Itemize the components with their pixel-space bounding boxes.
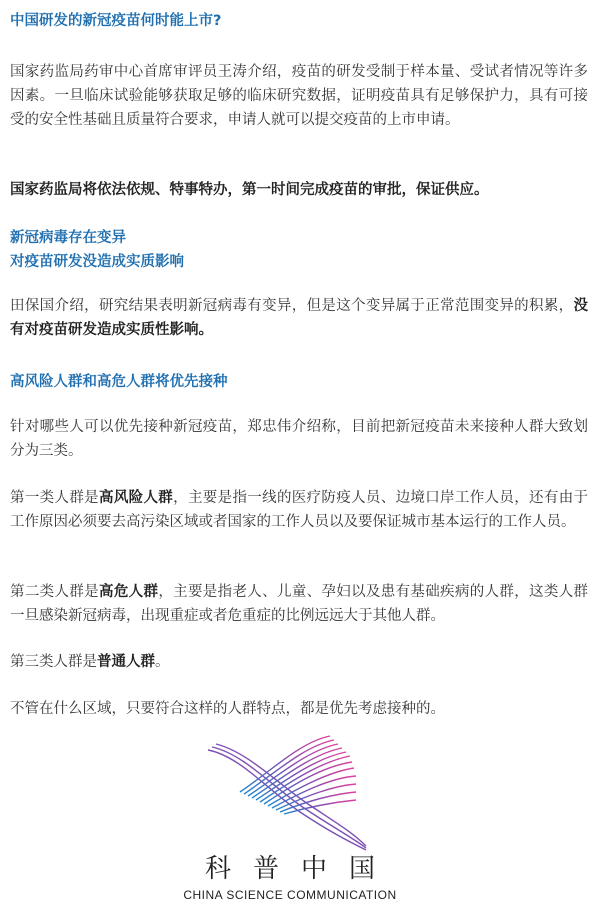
china-science-communication-logo	[160, 732, 420, 907]
text-normal: 第二类人群是	[10, 584, 99, 600]
text-normal: ，主要是指一线的医疗防疫人员、边境口岸工作人员，还有由于工作原因必须要去高污染区域或者国家的工作人员以及要保证城市基本运行的工作人员。	[10, 490, 589, 530]
heading-line-1: 新冠病毒存在变异	[10, 230, 126, 246]
text-bold: 普通人群	[97, 654, 155, 670]
text-bold: 没有对疫苗研发造成实质性影响。	[10, 298, 588, 338]
paragraph-group-one	[10, 486, 588, 534]
text-normal: 第一类人群是	[10, 490, 99, 506]
heading-line-2: 对疫苗研发没造成实质影响	[10, 254, 184, 270]
logo-chinese-text: 科普中国	[204, 854, 397, 884]
text-normal: 。	[155, 654, 170, 670]
paragraph-conclusion: 不管在什么区域，只要符合这样的人群特点，都是优先考虑接种的。	[10, 701, 445, 717]
paragraph-mutation-impact	[10, 294, 588, 342]
heading-vaccine-launch: 中国研发的新冠疫苗何时能上市?	[10, 13, 222, 29]
text-normal: 田保国介绍，研究结果表明新冠病毒有变异，但是这个变异属于正常范围变异的积累，	[10, 298, 574, 314]
paragraph-group-two	[10, 580, 588, 628]
paragraph-group-three	[10, 650, 588, 674]
text-normal: 第三类人群是	[10, 654, 97, 670]
text-bold: 高危人群	[98, 584, 159, 600]
logo-english-text: CHINA SCIENCE COMMUNICATION	[183, 888, 397, 902]
paragraph-approval-commitment: 国家药监局将依法依规、特事特办，第一时间完成疫苗的审批，保证供应。	[10, 182, 489, 198]
ribbon-logo-icon	[200, 732, 380, 852]
paragraph-review-process: 国家药监局药审中心首席审评员王涛介绍，疫苗的研发受制于样本量、受试者情况等许多因素。一旦临床试验能够获取足够的临床研究数据，证明疫苗具有足够保护力，具有可接受的安全性基础且质量符合要求，申请人就可以提交疫苗的上市申请。	[10, 64, 588, 128]
text-normal: ，主要是指老人、儿童、孕妇以及患有基础疾病的人群，这类人群一旦感染新冠病毒，出现重症或者危重症的比例远远大于其他人群。	[10, 584, 589, 624]
text-bold: 高风险人群	[98, 490, 174, 506]
heading-priority-groups: 高风险人群和高危人群将优先接种	[10, 374, 228, 390]
paragraph-three-groups: 针对哪些人可以优先接种新冠疫苗，郑忠伟介绍称，目前把新冠疫苗未来接种人群大致划分为三类。	[10, 419, 588, 459]
heading-virus-mutation	[10, 226, 588, 274]
